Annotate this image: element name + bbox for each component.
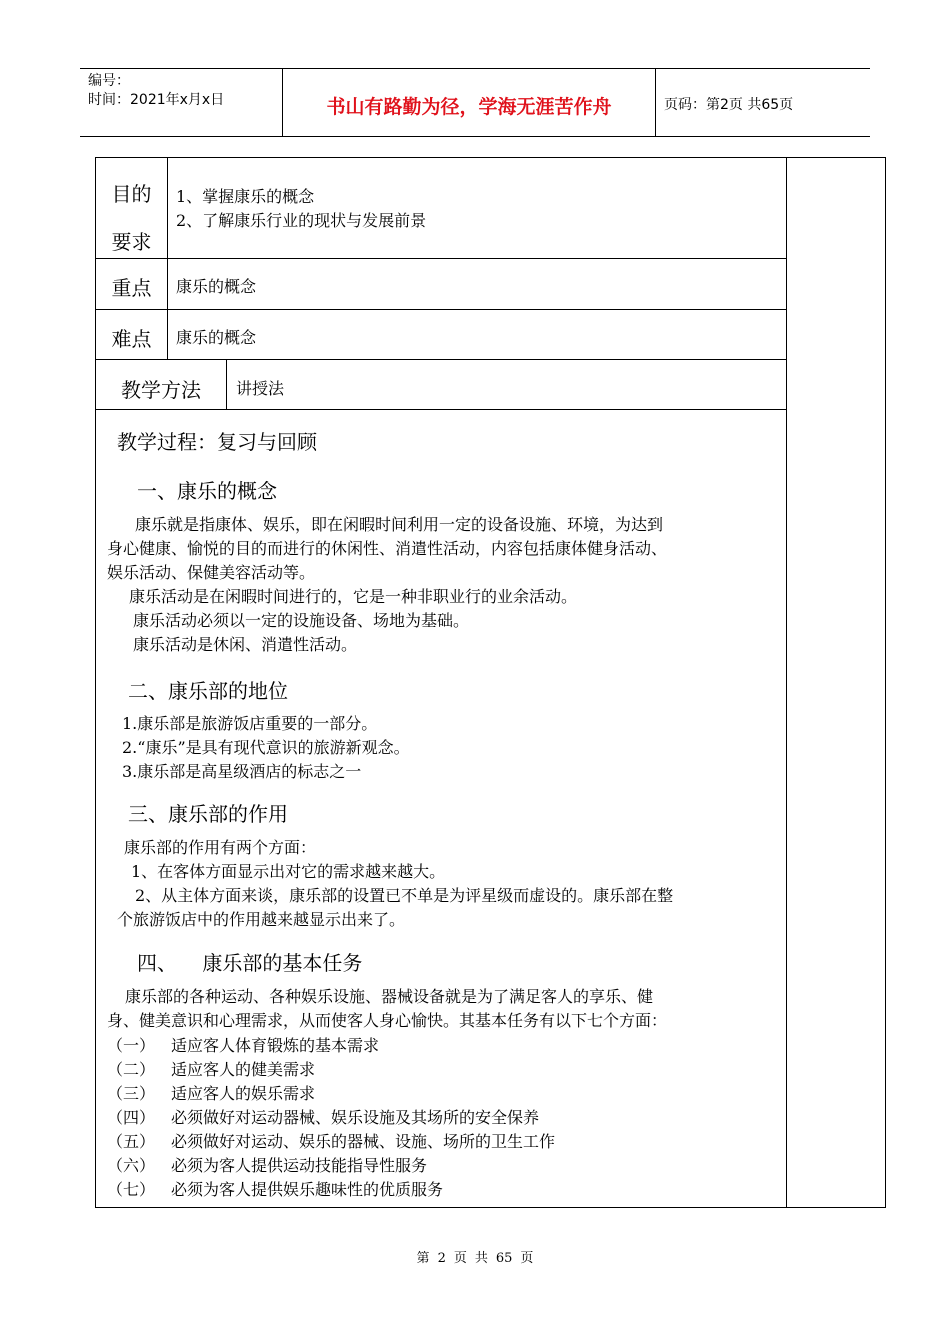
- list-item: [107, 1106, 555, 1130]
- page-footer: [0, 1247, 950, 1266]
- s3-intro: 康乐部的作用有两个方面：: [124, 838, 317, 857]
- difficult-label: 难点: [111, 327, 152, 351]
- section-1-paragraph: [107, 513, 667, 657]
- list-item: [107, 1082, 555, 1106]
- list-item-text: 必须做好对运动器械、娱乐设施及其场所的安全保养: [171, 1108, 540, 1127]
- method-text: 讲授法: [236, 379, 285, 398]
- footer-ye: 页: [453, 1251, 467, 1266]
- s1-p1-line2: 身心健康、愉悦的目的而进行的休闲性、消遣性活动，内容包括康体健身活动、: [107, 539, 668, 558]
- header-meta: [88, 72, 224, 110]
- header-divider-left: [282, 68, 283, 136]
- header-bottom-rule: [80, 136, 870, 137]
- method-label: 教学方法: [121, 378, 201, 402]
- s3-p1: 1、在客体方面显示出对它的需求越来越大。: [131, 862, 446, 881]
- list-item-number: （六）: [107, 1156, 156, 1175]
- header-divider-right: [655, 68, 656, 136]
- list-item-text: 必须为客人提供娱乐趣味性的优质服务: [171, 1180, 444, 1199]
- footer-total: 65: [495, 1251, 513, 1266]
- list-item: [107, 1178, 555, 1202]
- difficult-text: 康乐的概念: [176, 328, 257, 347]
- row-rule-goal: [95, 258, 786, 259]
- list-item-number: （一）: [107, 1036, 156, 1055]
- section-4-paragraph: [107, 985, 667, 1033]
- key-text: 康乐的概念: [176, 277, 257, 296]
- footer-ye2: 页: [520, 1251, 534, 1266]
- list-item-text: 适应客人的健美需求: [171, 1060, 316, 1079]
- s3-p2-line2: 个旅游饭店中的作用越来越显示出来了。: [117, 910, 406, 929]
- list-item-text: 适应客人体育锻炼的基本需求: [171, 1036, 380, 1055]
- header-motto: 书山有路勤为径，学海无涯苦作舟: [326, 96, 612, 118]
- goal-label-line1: 目的: [111, 182, 152, 206]
- section-4-list: [107, 1034, 555, 1202]
- list-item-number: （三）: [107, 1084, 156, 1103]
- row-rule-method: [95, 409, 786, 410]
- s1-p1-line1: 康乐就是指康体、娱乐，即在闲暇时间利用一定的设备设施、环境，为达到: [135, 515, 664, 534]
- list-item: [107, 1034, 555, 1058]
- list-item: [107, 1130, 555, 1154]
- header-top-rule: [80, 68, 870, 69]
- header-number-label: 编号：: [88, 73, 130, 89]
- section-1-title: 一、康乐的概念: [137, 479, 277, 503]
- list-item-number: （五）: [107, 1132, 156, 1151]
- row-rule-key: [95, 309, 786, 310]
- goal-item-2: 2、了解康乐行业的现状与发展前景: [176, 211, 427, 230]
- list-item-text: 必须做好对运动、娱乐的器械、设施、场所的卫生工作: [171, 1132, 556, 1151]
- list-item: 1.康乐部是旅游饭店重要的一部分。: [122, 714, 378, 733]
- section-3-title: 三、康乐部的作用: [128, 802, 288, 826]
- list-item-number: （四）: [107, 1108, 156, 1127]
- list-item: [107, 1058, 555, 1082]
- row-rule-difficult: [95, 359, 786, 360]
- section-3-paragraph: [107, 836, 673, 932]
- list-item: [107, 1154, 555, 1178]
- list-item: 2.“康乐”是具有现代意识的旅游新观念。: [122, 738, 410, 757]
- s1-p4: 康乐活动是休闲、消遣性活动。: [133, 635, 358, 654]
- s3-p2-line1: 2、从主体方面来谈，康乐部的设置已不单是为评星级而虚设的。康乐部在整: [135, 886, 674, 905]
- section-4-title: 四、 康乐部的基本任务: [137, 951, 363, 975]
- footer-di: 第: [416, 1251, 430, 1266]
- method-divider: [226, 359, 227, 409]
- s1-p1-line3: 娱乐活动、保健美容活动等。: [107, 563, 316, 582]
- right-column-line: [786, 157, 787, 1208]
- list-item-text: 适应客人的娱乐需求: [171, 1084, 316, 1103]
- goal-label: [96, 170, 167, 266]
- goal-items: [176, 185, 426, 233]
- section-2-list: [122, 712, 410, 784]
- s4-p-line2: 身、健美意识和心理需求，从而使客人身心愉快。其基本任务有以下七个方面：: [107, 1011, 668, 1030]
- s1-p2: 康乐活动是在闲暇时间进行的，它是一种非职业行的业余活动。: [129, 587, 578, 606]
- s1-p3: 康乐活动必须以一定的设施设备、场地为基础。: [133, 611, 470, 630]
- list-item-number: （七）: [107, 1180, 156, 1199]
- header-time-label: 时间：2021年x月x日: [88, 92, 225, 108]
- section-2-title: 二、康乐部的地位: [128, 679, 288, 703]
- list-item-number: （二）: [107, 1060, 156, 1079]
- goal-item-1: 1、掌握康乐的概念: [176, 187, 315, 206]
- footer-page-number: 2: [437, 1251, 446, 1266]
- label-divider: [167, 157, 168, 359]
- key-label: 重点: [111, 276, 152, 300]
- list-item-text: 必须为客人提供运动技能指导性服务: [171, 1156, 428, 1175]
- s4-p-line1: 康乐部的各种运动、各种娱乐设施、器械设备就是为了满足客人的享乐、健: [125, 987, 654, 1006]
- list-item: 3.康乐部是高星级酒店的标志之一: [122, 762, 362, 781]
- goal-label-line2: 要求: [111, 230, 152, 254]
- process-title: 教学过程：复习与回顾: [117, 430, 317, 454]
- header-page-label: 页码：第2页 共65页: [664, 97, 794, 113]
- footer-gong: 共: [474, 1251, 488, 1266]
